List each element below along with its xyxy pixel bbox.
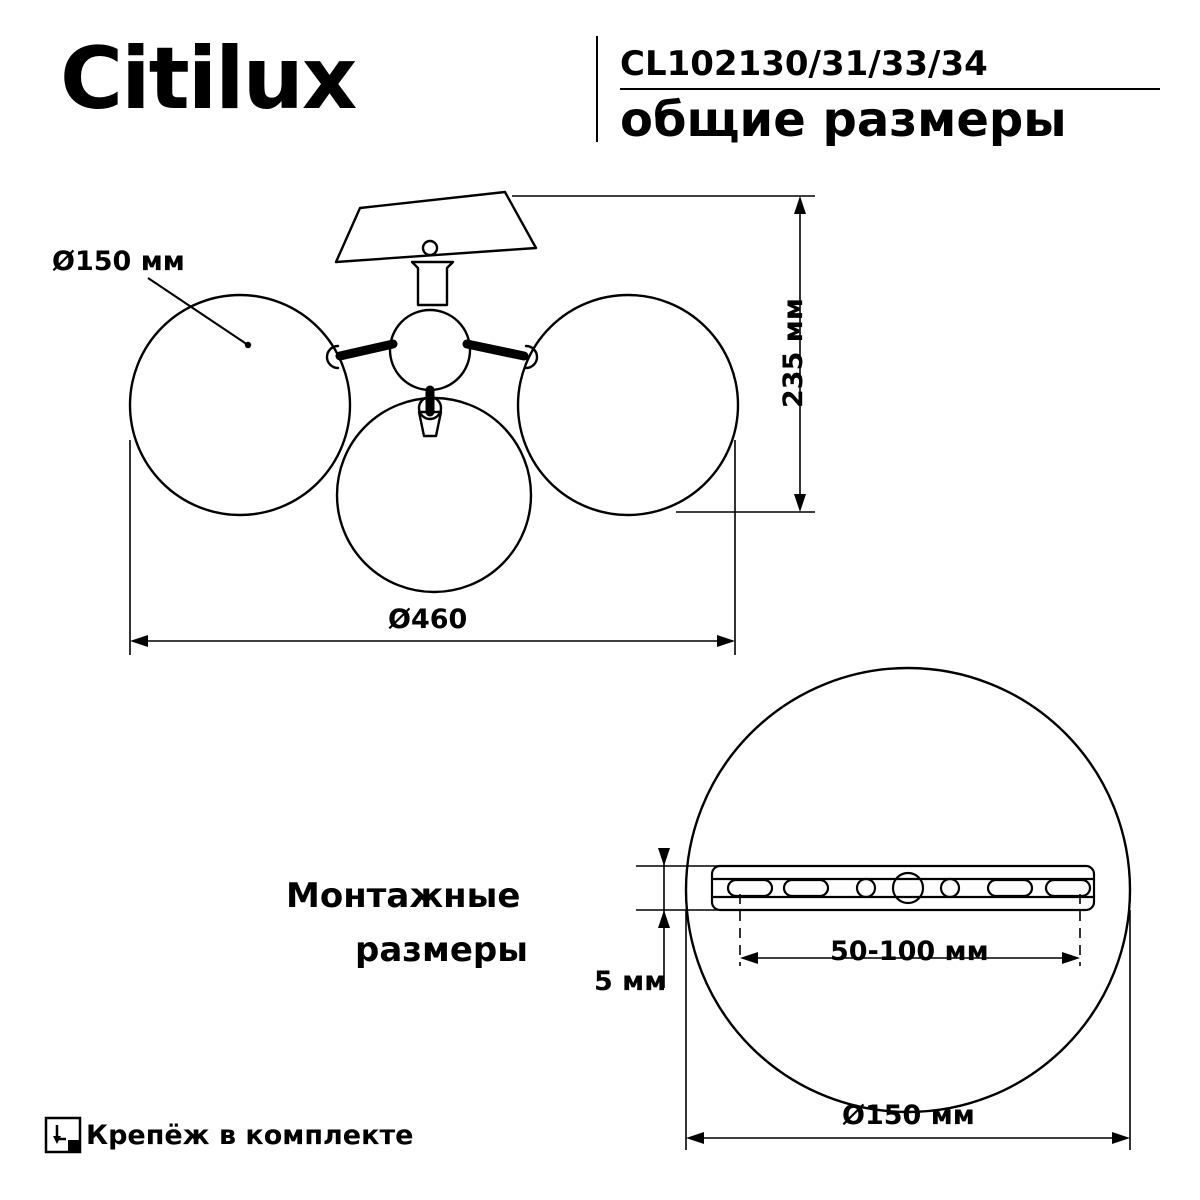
brand-logo: Citilux [60, 29, 356, 129]
shade-diameter-label: Ø150 мм [52, 246, 185, 277]
page-title: общие размеры [620, 92, 1067, 148]
bracket-span-label: 50-100 мм [830, 936, 989, 967]
model-code: CL102130/31/33/34 [620, 44, 988, 84]
base-diameter-label: Ø150 мм [842, 1100, 975, 1131]
mount-section-title-2: размеры [355, 930, 528, 970]
thickness-label: 5 мм [594, 966, 667, 997]
footer-note: Крепёж в комплекте [86, 1120, 414, 1151]
base-circle [686, 668, 1130, 1112]
width-label: Ø460 [388, 604, 468, 635]
mounting-bracket [712, 866, 1094, 910]
height-label: 235 мм [778, 298, 809, 408]
mount-section-title-1: Монтажные [286, 876, 521, 916]
